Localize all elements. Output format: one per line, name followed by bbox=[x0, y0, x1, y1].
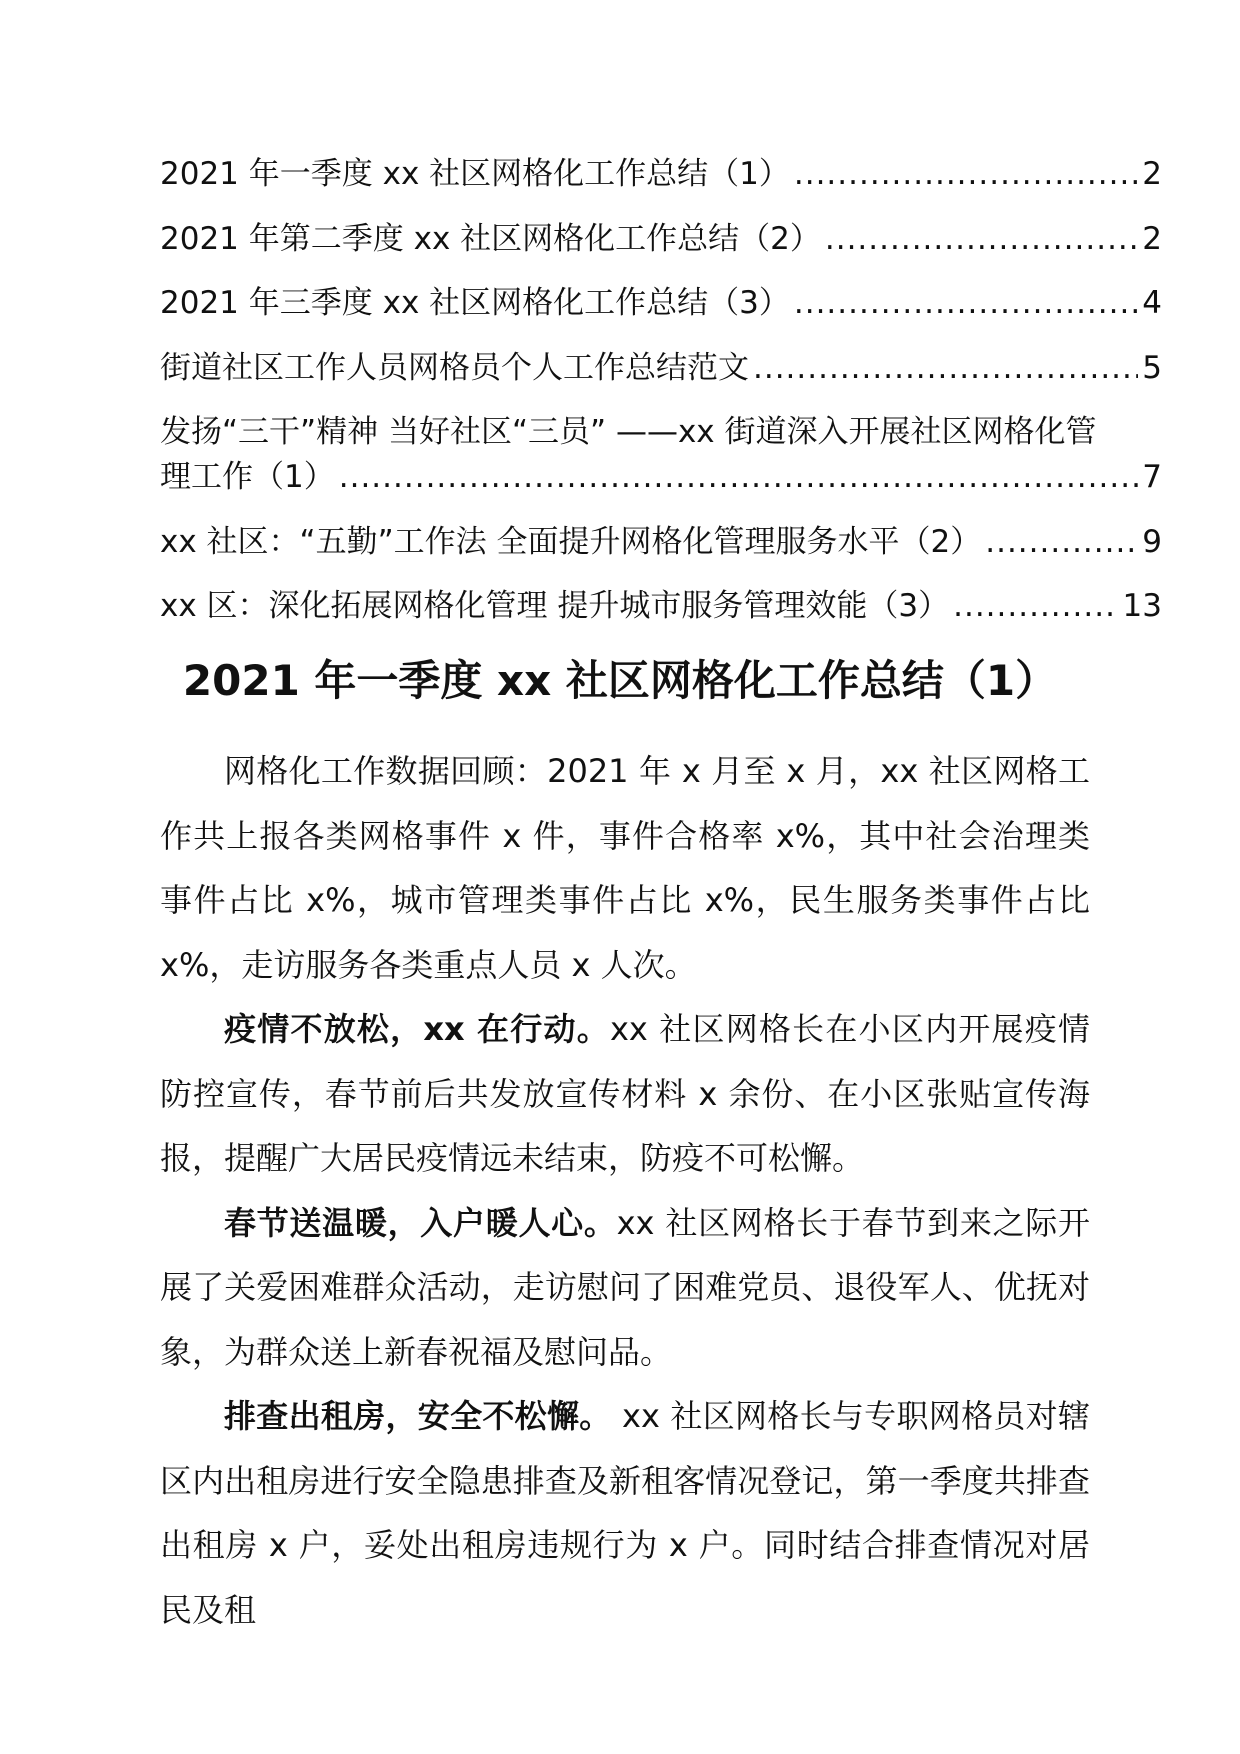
toc-page-number: 4 bbox=[1140, 281, 1162, 326]
paragraph bbox=[160, 1191, 1090, 1385]
paragraph-text: 网格化工作数据回顾：2021 年 x 月至 x 月，xx 社区网格工作共上报各类网格事件 x 件，事件合格率 x%，其中社会治理类事件占比 x%，城市管理类事件占比 x%，民生服务类事件占比 x%，走访服务各类重点人员 x 人次。 bbox=[160, 752, 1090, 984]
toc-entry[interactable] bbox=[160, 346, 1162, 391]
toc-entry-title: xx 区：深化拓展网格化管理 提升城市服务管理效能（3） bbox=[160, 588, 950, 624]
toc-leader-dots bbox=[825, 217, 1138, 262]
toc-leader-dots bbox=[339, 455, 1139, 500]
paragraph bbox=[160, 739, 1090, 997]
toc-page-number: 13 bbox=[1121, 584, 1162, 629]
toc-leader-dots bbox=[985, 520, 1138, 565]
toc-page-number: 2 bbox=[1140, 152, 1162, 197]
toc-entry-title: 2021 年一季度 xx 社区网格化工作总结（1） bbox=[160, 156, 790, 192]
toc-entry-title: xx 社区：“五勤”工作法 全面提升网格化管理服务水平（2） bbox=[160, 523, 982, 560]
toc-page-number: 7 bbox=[1140, 455, 1162, 500]
toc-entry[interactable] bbox=[160, 584, 1162, 629]
toc-page-number: 9 bbox=[1140, 520, 1162, 565]
toc-leader-dots bbox=[794, 281, 1138, 326]
toc-leader-dots bbox=[953, 584, 1118, 629]
paragraph-text: xx 社区网格长与专职网格员对辖区内出租房进行安全隐患排查及新租客情况登记，第一季度共排查出租房 x 户，妥处出租房违规行为 x 户。同时结合排查情况对居民及租 bbox=[160, 1397, 1090, 1629]
paragraph bbox=[160, 997, 1090, 1191]
article-title: 2021 年一季度 xx 社区网格化工作总结（1） bbox=[182, 656, 1058, 705]
paragraph-lead: 春节送温暖，入户暖人心。 bbox=[224, 1203, 617, 1242]
toc-entry[interactable] bbox=[160, 281, 1162, 326]
toc-entry-title: 2021 年第二季度 xx 社区网格化工作总结（2） bbox=[160, 220, 821, 257]
paragraph-lead: 排查出租房，安全不松懈。 bbox=[224, 1397, 612, 1435]
toc-entry-title: 街道社区工作人员网格员个人工作总结范文 bbox=[160, 349, 749, 386]
toc-leader-dots bbox=[753, 346, 1138, 391]
paragraph-text: xx 社区网格长在小区内开展疫情防控宣传，春节前后共发放宣传材料 x 余份、在小区张贴宣传海报，提醒广大居民疫情远未结束，防疫不可松懈。 bbox=[160, 1010, 1090, 1177]
article-body bbox=[160, 739, 1090, 1642]
paragraph-text: xx 社区网格长于春节到来之际开展了关爱困难群众活动，走访慰问了困难党员、退役军人、优抚对象，为群众送上新春祝福及慰问品。 bbox=[160, 1203, 1090, 1371]
toc-entry[interactable] bbox=[160, 410, 1162, 500]
toc-entry[interactable] bbox=[160, 217, 1162, 262]
table-of-contents bbox=[160, 152, 1162, 649]
toc-entry[interactable] bbox=[160, 152, 1162, 197]
paragraph-lead: 疫情不放松，xx 在行动。 bbox=[224, 1010, 610, 1048]
toc-entry-title: 发扬“三干”精神 当好社区“三员” ——xx 街道深入开展社区网格化管理工作（1） bbox=[160, 414, 1097, 495]
toc-page-number: 2 bbox=[1140, 217, 1162, 262]
toc-leader-dots bbox=[794, 152, 1138, 197]
paragraph bbox=[160, 1384, 1090, 1642]
toc-entry-title: 2021 年三季度 xx 社区网格化工作总结（3） bbox=[160, 285, 790, 321]
toc-entry[interactable] bbox=[160, 520, 1162, 565]
toc-page-number: 5 bbox=[1140, 346, 1162, 391]
